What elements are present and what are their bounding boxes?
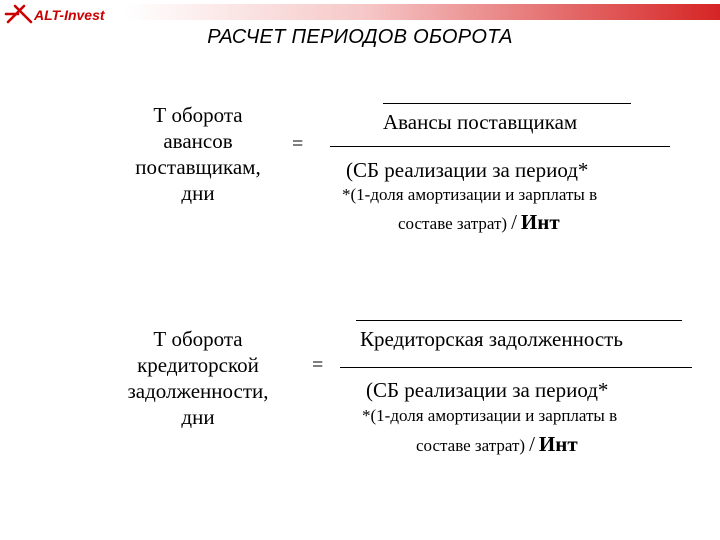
formula2-label-line: дни	[181, 405, 215, 429]
formula1-label-line: поставщикам,	[135, 155, 261, 179]
formula1-numerator: Авансы поставщикам	[383, 110, 578, 134]
formula1-denominator-line3-row	[398, 210, 560, 235]
formula1-numerator-overline	[383, 103, 631, 104]
formula2-divide-sign: /	[529, 432, 535, 456]
alt-invest-logo	[4, 2, 124, 26]
logo-text: ALT-Invest	[34, 7, 105, 23]
formula1-label-line: дни	[181, 181, 215, 205]
formula2-divisor: Инт	[538, 432, 578, 456]
formula1-denominator-line1: (СБ реализации за период*	[346, 158, 589, 182]
formula1-label-line: Т оборота	[153, 103, 243, 127]
page-title: РАСЧЕТ ПЕРИОДОВ ОБОРОТА	[207, 26, 513, 48]
formula2-denominator-line1: (СБ реализации за период*	[366, 378, 609, 402]
formula2-denominator-line3: составе затрат)	[416, 436, 526, 455]
formula2-denominator-line3-row	[416, 432, 578, 457]
formula2-equals-sign: =	[312, 354, 324, 376]
formula1-label-line: авансов	[163, 129, 233, 153]
formula2-label-line: кредиторской	[137, 353, 259, 377]
formula2-fraction-bar	[340, 367, 692, 368]
formula1-fraction-bar	[330, 146, 670, 147]
formula1-divide-sign: /	[511, 210, 517, 234]
formula2-denominator-line2: *(1-доля амортизации и зарплаты в	[362, 406, 618, 425]
formula2-numerator: Кредиторская задолженность	[360, 327, 623, 351]
formula2-label	[92, 326, 304, 430]
formula1-equals-sign: =	[292, 133, 304, 155]
logo-graphic	[4, 2, 124, 26]
formula2-numerator-overline	[356, 320, 682, 321]
formula1-denominator-line3: составе затрат)	[398, 214, 508, 233]
formula1-label	[92, 102, 304, 206]
formula2-label-line: задолженности,	[127, 379, 269, 403]
formula1-denominator-line2: *(1-доля амортизации и зарплаты в	[342, 185, 598, 204]
header-accent-bar	[124, 4, 720, 20]
formula2-label-line: Т оборота	[153, 327, 243, 351]
formula1-divisor: Инт	[520, 210, 560, 234]
